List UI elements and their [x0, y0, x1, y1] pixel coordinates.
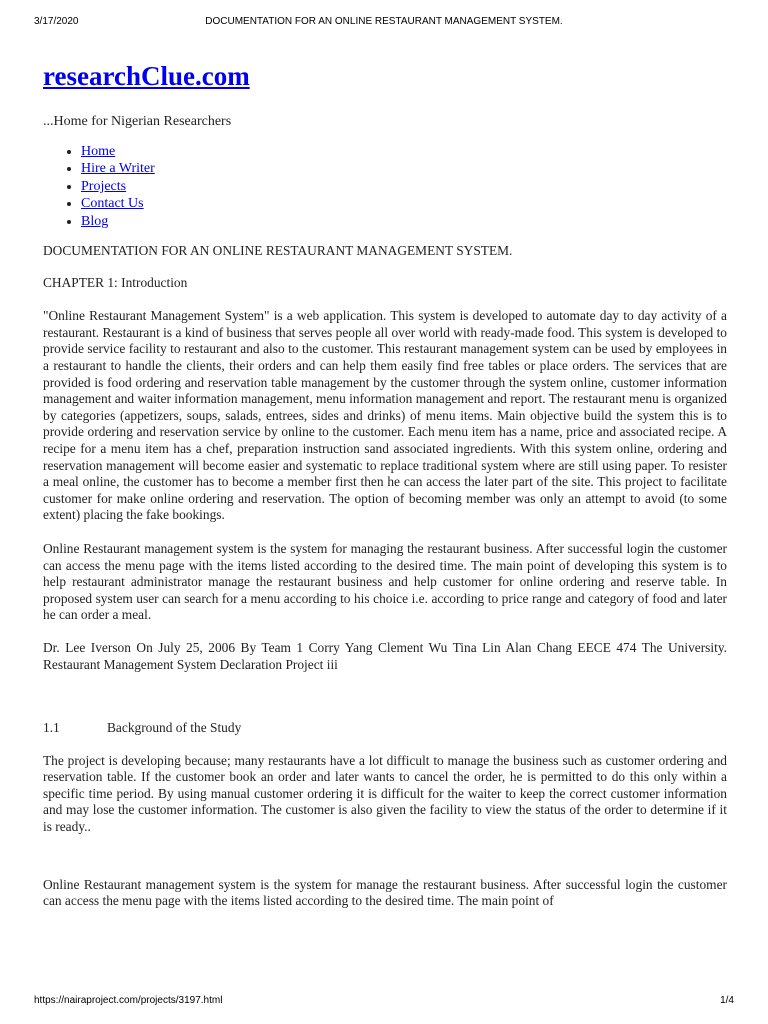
site-title	[43, 56, 727, 96]
main-nav	[43, 143, 727, 230]
nav-item-projects	[81, 178, 727, 195]
nav-link-hire-a-writer[interactable]: Hire a Writer	[81, 161, 155, 177]
section-number: 1.1	[43, 720, 60, 736]
continued-paragraph: Online Restaurant management system is the system for manage the restaurant business. After successful login the customer can access the menu page with the items listed according to the desired time. The main point of	[43, 876, 727, 909]
nav-item-home	[81, 143, 727, 160]
print-footer	[34, 995, 734, 1009]
page-content	[43, 56, 727, 910]
print-url: https://nairaproject.com/projects/3197.html	[34, 995, 223, 1006]
chapter-heading: CHAPTER 1: Introduction	[43, 274, 188, 290]
document-heading: DOCUMENTATION FOR AN ONLINE RESTAURANT MANAGEMENT SYSTEM.	[43, 243, 513, 259]
site-tagline: ...Home for Nigerian Researchers	[43, 114, 232, 129]
print-date: 3/17/2020	[34, 16, 79, 27]
intro-paragraph-2: Online Restaurant management system is the system for managing the restaurant business. After successful login the customer can access the menu page with the items listed according to the desired time. The main point of developing this system is to help restaurant administrator manage the restaurant business and help customer for online ordering and reserve table. In proposed system user can search for a menu according to his choice i.e. according to price range and category of food and later he can order a meal.	[43, 540, 727, 623]
nav-link-home[interactable]: Home	[81, 144, 116, 159]
nav-link-contact-us[interactable]: Contact Us	[81, 196, 144, 212]
nav-item-hire-a-writer	[81, 160, 727, 177]
print-header	[34, 16, 734, 30]
citation-paragraph: Dr. Lee Iverson On July 25, 2006 By Team 1 Corry Yang Clement Wu Tina Lin Alan Chang EECE 474 The University. Restaurant Management System Declaration Project iii	[43, 639, 727, 672]
intro-paragraph-1: "Online Restaurant Management System" is a web application. This system is developed to automate day to day activity of a restaurant. Restaurant is a kind of business that serves people all over world with ready-made food. This system is developed to provide service facility to restaurant and also to the customer. This restaurant management system can be used by employees in a restaurant to handle the clients, their orders and can help them easily find free tables or place orders. The services that are provided is food ordering and reservation table management by the customer through the system online, customer information management and waiter information management, menu information management and report. The restaurant menu is organized by categories (appetizers, soups, salads, entrees, sides and drinks) of menu items. Main objective build the system this is to provide ordering and reservation service by online to the customer. Each menu item has a name, price and associated recipe. A recipe for a menu item has a chef, preparation instruction sand associated ingredients. With this system online, ordering and reservation management will become easier and systematic to replace traditional system where are still using paper. To resister a meal online, the customer has to become a member first then he can access the later part of the site. This project to facilitate customer for make online ordering and reservation. The option of becoming member was only an attempt to avoid (to some extent) placing the fake bookings.	[43, 308, 727, 523]
nav-link-blog[interactable]: Blog	[81, 213, 109, 229]
section-title: Background of the Study	[107, 720, 242, 736]
print-title: DOCUMENTATION FOR AN ONLINE RESTAURANT MANAGEMENT SYSTEM.	[205, 16, 563, 27]
site-title-link[interactable]: researchClue.com	[43, 61, 250, 91]
nav-item-blog	[81, 213, 727, 230]
page-number: 1/4	[720, 995, 734, 1006]
section-heading	[43, 720, 727, 737]
background-paragraph: The project is developing because; many restaurants have a lot difficult to manage the business such as customer ordering and reservation table. If the customer book an order and later wants to cancel the order, he is permitted to do this only within a specific time period. By using manual customer ordering it is difficult for the waiter to keep the correct customer information and may lose the customer information. The customer is also given the facility to view the status of the order to determine if it is ready..	[43, 752, 727, 835]
nav-item-contact-us	[81, 195, 727, 212]
nav-link-projects[interactable]: Projects	[81, 178, 127, 194]
